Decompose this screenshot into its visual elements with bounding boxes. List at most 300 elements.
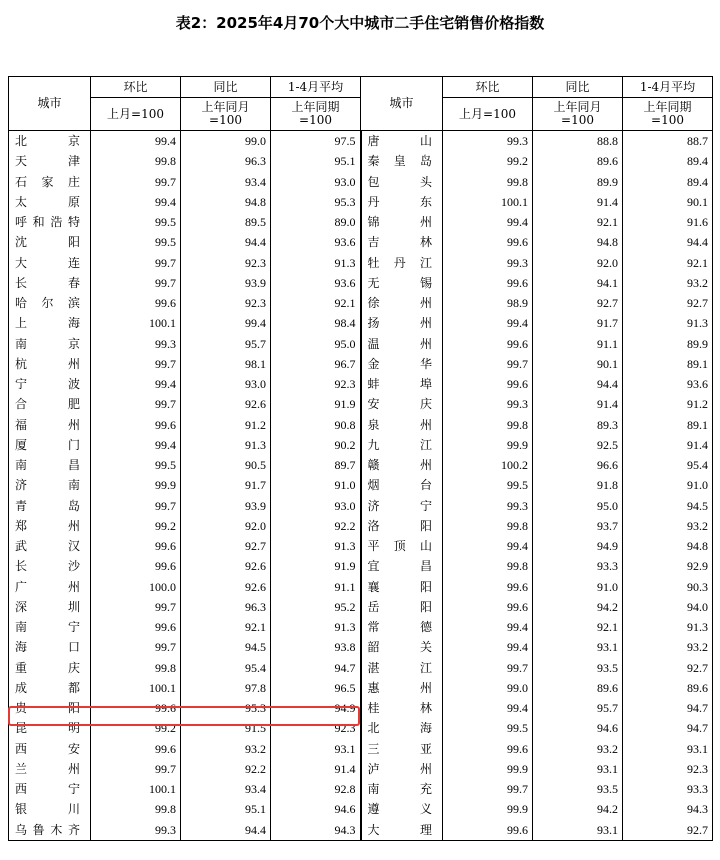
mom-value-left: 99.7 (91, 394, 181, 414)
yoy-value-right: 93.3 (533, 556, 623, 576)
header-yoy-left: 同比 (181, 77, 271, 98)
yoy-value-right: 91.8 (533, 475, 623, 495)
city-name-left: 厦门 (9, 435, 91, 455)
city-name-left: 青岛 (9, 496, 91, 516)
yoy-value-right: 92.0 (533, 253, 623, 273)
header-mom-base-left: 上月=100 (91, 98, 181, 131)
header-yoy-base-left: 上年同月=100 (181, 98, 271, 131)
yoy-value-left: 99.0 (181, 131, 271, 152)
city-name-right: 秦皇岛 (361, 151, 443, 171)
table-row (9, 151, 713, 171)
avg-value-right: 93.2 (623, 516, 713, 536)
avg-value-left: 93.0 (271, 172, 361, 192)
mom-value-left: 99.7 (91, 759, 181, 779)
avg-value-right: 94.3 (623, 799, 713, 819)
avg-value-left: 94.7 (271, 658, 361, 678)
avg-value-left: 91.0 (271, 475, 361, 495)
mom-value-left: 99.7 (91, 597, 181, 617)
yoy-value-left: 91.3 (181, 435, 271, 455)
avg-value-right: 92.3 (623, 759, 713, 779)
mom-value-right: 99.7 (443, 354, 533, 374)
avg-value-left: 93.1 (271, 739, 361, 759)
mom-value-right: 99.8 (443, 172, 533, 192)
table-row (9, 192, 713, 212)
yoy-value-right: 93.1 (533, 820, 623, 841)
city-name-right: 唐山 (361, 131, 443, 152)
city-name-left: 石家庄 (9, 172, 91, 192)
avg-value-right: 94.5 (623, 496, 713, 516)
city-name-left: 南宁 (9, 617, 91, 637)
yoy-value-left: 97.8 (181, 678, 271, 698)
avg-value-right: 91.3 (623, 313, 713, 333)
yoy-value-left: 99.4 (181, 313, 271, 333)
yoy-value-right: 92.5 (533, 435, 623, 455)
city-name-left: 杭州 (9, 354, 91, 374)
yoy-value-left: 91.7 (181, 475, 271, 495)
yoy-value-right: 89.6 (533, 678, 623, 698)
table-row (9, 516, 713, 536)
yoy-value-right: 92.1 (533, 212, 623, 232)
mom-value-left: 99.6 (91, 556, 181, 576)
yoy-value-right: 94.4 (533, 374, 623, 394)
table-row (9, 556, 713, 576)
mom-value-right: 99.6 (443, 273, 533, 293)
mom-value-right: 99.8 (443, 516, 533, 536)
avg-value-right: 89.4 (623, 151, 713, 171)
table-row (9, 759, 713, 779)
mom-value-left: 100.1 (91, 678, 181, 698)
mom-value-left: 100.0 (91, 577, 181, 597)
yoy-value-left: 98.1 (181, 354, 271, 374)
mom-value-left: 99.8 (91, 658, 181, 678)
yoy-value-left: 95.7 (181, 334, 271, 354)
avg-value-right: 94.7 (623, 698, 713, 718)
yoy-value-left: 95.4 (181, 658, 271, 678)
table-title: 表2：2025年4月70个大中城市二手住宅销售价格指数 (175, 14, 545, 32)
avg-value-left: 95.2 (271, 597, 361, 617)
yoy-value-right: 93.1 (533, 759, 623, 779)
mom-value-right: 99.4 (443, 637, 533, 657)
city-name-right: 牡丹江 (361, 253, 443, 273)
avg-value-left: 96.5 (271, 678, 361, 698)
mom-value-right: 99.7 (443, 779, 533, 799)
avg-value-right: 89.6 (623, 678, 713, 698)
yoy-value-left: 92.7 (181, 536, 271, 556)
mom-value-left: 99.7 (91, 273, 181, 293)
avg-value-left: 93.6 (271, 273, 361, 293)
city-name-left: 银川 (9, 799, 91, 819)
city-name-right: 遵义 (361, 799, 443, 819)
city-name-right: 丹东 (361, 192, 443, 212)
mom-value-left: 99.9 (91, 475, 181, 495)
city-name-left: 西宁 (9, 779, 91, 799)
city-name-left: 大连 (9, 253, 91, 273)
avg-value-right: 89.1 (623, 415, 713, 435)
avg-value-left: 97.5 (271, 131, 361, 152)
city-name-left: 南京 (9, 334, 91, 354)
yoy-value-right: 88.8 (533, 131, 623, 152)
city-name-right: 常德 (361, 617, 443, 637)
yoy-value-right: 94.6 (533, 718, 623, 738)
city-name-right: 桂林 (361, 698, 443, 718)
avg-value-right: 91.6 (623, 212, 713, 232)
table-row (9, 678, 713, 698)
mom-value-left: 99.6 (91, 415, 181, 435)
table-row (9, 637, 713, 657)
mom-value-left: 99.4 (91, 435, 181, 455)
mom-value-left: 99.4 (91, 374, 181, 394)
mom-value-right: 99.6 (443, 597, 533, 617)
mom-value-right: 99.8 (443, 556, 533, 576)
avg-value-left: 90.2 (271, 435, 361, 455)
table-row (9, 475, 713, 495)
yoy-value-right: 89.3 (533, 415, 623, 435)
yoy-value-right: 92.1 (533, 617, 623, 637)
table-row (9, 131, 713, 152)
mom-value-right: 99.6 (443, 739, 533, 759)
mom-value-right: 99.4 (443, 617, 533, 637)
table-row (9, 496, 713, 516)
city-name-left: 西安 (9, 739, 91, 759)
city-name-right: 蚌埠 (361, 374, 443, 394)
header-avg-base-right: 上年同期=100 (623, 98, 713, 131)
mom-value-right: 99.2 (443, 151, 533, 171)
avg-value-left: 94.9 (271, 698, 361, 718)
avg-value-right: 89.4 (623, 172, 713, 192)
avg-value-left: 91.9 (271, 394, 361, 414)
table-row (9, 658, 713, 678)
table-row (9, 172, 713, 192)
avg-value-right: 92.7 (623, 658, 713, 678)
avg-value-left: 91.3 (271, 253, 361, 273)
avg-value-right: 93.6 (623, 374, 713, 394)
avg-value-left: 89.0 (271, 212, 361, 232)
city-name-left: 武汉 (9, 536, 91, 556)
mom-value-right: 99.9 (443, 435, 533, 455)
yoy-value-right: 91.4 (533, 192, 623, 212)
yoy-value-right: 96.6 (533, 455, 623, 475)
yoy-value-right: 89.9 (533, 172, 623, 192)
city-name-right: 洛阳 (361, 516, 443, 536)
table-row (9, 273, 713, 293)
yoy-value-right: 93.7 (533, 516, 623, 536)
table-row (9, 435, 713, 455)
table-row (9, 779, 713, 799)
city-name-right: 温州 (361, 334, 443, 354)
city-name-left: 哈尔滨 (9, 293, 91, 313)
mom-value-left: 99.5 (91, 232, 181, 252)
mom-value-left: 99.8 (91, 151, 181, 171)
mom-value-left: 100.1 (91, 313, 181, 333)
yoy-value-right: 95.7 (533, 698, 623, 718)
yoy-value-left: 95.1 (181, 799, 271, 819)
city-name-right: 无锡 (361, 273, 443, 293)
yoy-value-left: 92.1 (181, 617, 271, 637)
mom-value-right: 99.3 (443, 394, 533, 414)
header-city-right: 城市 (361, 77, 443, 131)
yoy-value-left: 94.4 (181, 232, 271, 252)
avg-value-left: 92.3 (271, 374, 361, 394)
mom-value-left: 99.8 (91, 799, 181, 819)
yoy-value-left: 96.3 (181, 151, 271, 171)
mom-value-right: 99.6 (443, 577, 533, 597)
city-name-right: 韶关 (361, 637, 443, 657)
yoy-value-right: 91.0 (533, 577, 623, 597)
table-row (9, 799, 713, 819)
city-name-left: 兰州 (9, 759, 91, 779)
avg-value-right: 91.0 (623, 475, 713, 495)
mom-value-right: 99.5 (443, 718, 533, 738)
yoy-value-left: 93.4 (181, 172, 271, 192)
mom-value-right: 99.9 (443, 799, 533, 819)
yoy-value-left: 92.3 (181, 253, 271, 273)
yoy-value-right: 94.9 (533, 536, 623, 556)
yoy-value-right: 93.2 (533, 739, 623, 759)
mom-value-left: 99.6 (91, 698, 181, 718)
city-name-right: 宜昌 (361, 556, 443, 576)
yoy-value-left: 90.5 (181, 455, 271, 475)
city-name-left: 贵阳 (9, 698, 91, 718)
mom-value-right: 99.4 (443, 536, 533, 556)
yoy-value-right: 92.7 (533, 293, 623, 313)
table-row (9, 212, 713, 232)
avg-value-left: 90.8 (271, 415, 361, 435)
yoy-value-left: 89.5 (181, 212, 271, 232)
avg-value-left: 91.3 (271, 536, 361, 556)
avg-value-left: 95.0 (271, 334, 361, 354)
city-name-right: 锦州 (361, 212, 443, 232)
yoy-value-left: 94.5 (181, 637, 271, 657)
avg-value-right: 95.4 (623, 455, 713, 475)
city-name-left: 上海 (9, 313, 91, 333)
mom-value-left: 99.7 (91, 496, 181, 516)
city-name-right: 九江 (361, 435, 443, 455)
yoy-value-left: 92.2 (181, 759, 271, 779)
avg-value-left: 91.3 (271, 617, 361, 637)
header-mom-base-right: 上月=100 (443, 98, 533, 131)
mom-value-right: 100.2 (443, 455, 533, 475)
avg-value-right: 94.8 (623, 536, 713, 556)
avg-value-right: 93.1 (623, 739, 713, 759)
table-row (9, 232, 713, 252)
city-name-right: 南充 (361, 779, 443, 799)
avg-value-right: 89.9 (623, 334, 713, 354)
yoy-value-left: 91.5 (181, 718, 271, 738)
table-row (9, 698, 713, 718)
yoy-value-left: 92.0 (181, 516, 271, 536)
avg-value-left: 91.9 (271, 556, 361, 576)
mom-value-left: 99.7 (91, 354, 181, 374)
city-name-left: 海口 (9, 637, 91, 657)
city-name-left: 太原 (9, 192, 91, 212)
avg-value-left: 91.1 (271, 577, 361, 597)
yoy-value-right: 91.1 (533, 334, 623, 354)
city-name-left: 宁波 (9, 374, 91, 394)
avg-value-left: 93.6 (271, 232, 361, 252)
yoy-value-right: 94.8 (533, 232, 623, 252)
mom-value-right: 99.3 (443, 131, 533, 152)
table-row (9, 617, 713, 637)
mom-value-right: 99.6 (443, 820, 533, 841)
yoy-value-right: 93.1 (533, 637, 623, 657)
yoy-value-left: 96.3 (181, 597, 271, 617)
mom-value-right: 99.7 (443, 658, 533, 678)
yoy-value-left: 93.9 (181, 273, 271, 293)
table-row (9, 739, 713, 759)
mom-value-left: 99.2 (91, 718, 181, 738)
yoy-value-left: 93.0 (181, 374, 271, 394)
header-mom-right: 环比 (443, 77, 533, 98)
avg-value-right: 94.0 (623, 597, 713, 617)
mom-value-left: 99.3 (91, 334, 181, 354)
table-row (9, 597, 713, 617)
mom-value-left: 99.4 (91, 131, 181, 152)
avg-value-left: 95.3 (271, 192, 361, 212)
mom-value-left: 99.7 (91, 253, 181, 273)
avg-value-right: 92.7 (623, 293, 713, 313)
table-row (9, 577, 713, 597)
avg-value-right: 89.1 (623, 354, 713, 374)
city-name-right: 三亚 (361, 739, 443, 759)
mom-value-right: 99.6 (443, 334, 533, 354)
mom-value-left: 99.3 (91, 820, 181, 841)
table-row (9, 820, 713, 841)
yoy-value-right: 95.0 (533, 496, 623, 516)
mom-value-right: 99.9 (443, 759, 533, 779)
city-name-left: 济南 (9, 475, 91, 495)
table-row (9, 718, 713, 738)
mom-value-left: 99.7 (91, 172, 181, 192)
avg-value-right: 94.7 (623, 718, 713, 738)
yoy-value-left: 93.4 (181, 779, 271, 799)
city-name-right: 安庆 (361, 394, 443, 414)
mom-value-right: 99.6 (443, 232, 533, 252)
header-avg-left: 1-4月平均 (271, 77, 361, 98)
avg-value-left: 94.6 (271, 799, 361, 819)
avg-value-left: 92.8 (271, 779, 361, 799)
mom-value-left: 99.6 (91, 293, 181, 313)
city-name-right: 平顶山 (361, 536, 443, 556)
city-name-right: 吉林 (361, 232, 443, 252)
yoy-value-right: 93.5 (533, 658, 623, 678)
header-yoy-right: 同比 (533, 77, 623, 98)
table-row (9, 536, 713, 556)
city-name-left: 北京 (9, 131, 91, 152)
mom-value-left: 100.1 (91, 779, 181, 799)
city-name-left: 沈阳 (9, 232, 91, 252)
avg-value-right: 91.2 (623, 394, 713, 414)
mom-value-right: 100.1 (443, 192, 533, 212)
city-name-right: 岳阳 (361, 597, 443, 617)
header-yoy-base-right: 上年同月=100 (533, 98, 623, 131)
yoy-value-left: 94.4 (181, 820, 271, 841)
city-name-left: 长沙 (9, 556, 91, 576)
city-name-right: 扬州 (361, 313, 443, 333)
yoy-value-right: 94.2 (533, 799, 623, 819)
table-row (9, 415, 713, 435)
header-avg-base-left: 上年同期=100 (271, 98, 361, 131)
mom-value-left: 99.6 (91, 536, 181, 556)
avg-value-right: 90.1 (623, 192, 713, 212)
mom-value-right: 99.4 (443, 313, 533, 333)
yoy-value-left: 92.3 (181, 293, 271, 313)
avg-value-left: 93.8 (271, 637, 361, 657)
avg-value-left: 89.7 (271, 455, 361, 475)
table-row (9, 455, 713, 475)
city-name-left: 成都 (9, 678, 91, 698)
yoy-value-right: 91.7 (533, 313, 623, 333)
city-name-left: 乌鲁木齐 (9, 820, 91, 841)
yoy-value-left: 92.6 (181, 394, 271, 414)
city-name-right: 烟台 (361, 475, 443, 495)
mom-value-right: 99.3 (443, 496, 533, 516)
yoy-value-right: 91.4 (533, 394, 623, 414)
avg-value-left: 96.7 (271, 354, 361, 374)
yoy-value-left: 92.6 (181, 577, 271, 597)
avg-value-right: 92.7 (623, 820, 713, 841)
mom-value-right: 99.0 (443, 678, 533, 698)
mom-value-right: 99.4 (443, 212, 533, 232)
city-name-right: 惠州 (361, 678, 443, 698)
avg-value-left: 94.3 (271, 820, 361, 841)
avg-value-left: 93.0 (271, 496, 361, 516)
avg-value-right: 88.7 (623, 131, 713, 152)
yoy-value-left: 93.9 (181, 496, 271, 516)
avg-value-right: 93.2 (623, 273, 713, 293)
mom-value-right: 99.4 (443, 698, 533, 718)
city-name-left: 南昌 (9, 455, 91, 475)
yoy-value-left: 92.6 (181, 556, 271, 576)
city-name-right: 赣州 (361, 455, 443, 475)
mom-value-right: 98.9 (443, 293, 533, 313)
mom-value-left: 99.7 (91, 637, 181, 657)
yoy-value-right: 89.6 (533, 151, 623, 171)
city-name-right: 大理 (361, 820, 443, 841)
yoy-value-left: 91.2 (181, 415, 271, 435)
city-name-right: 北海 (361, 718, 443, 738)
yoy-value-left: 94.8 (181, 192, 271, 212)
city-name-left: 深圳 (9, 597, 91, 617)
yoy-value-right: 90.1 (533, 354, 623, 374)
city-name-left: 合肥 (9, 394, 91, 414)
avg-value-left: 98.4 (271, 313, 361, 333)
mom-value-left: 99.4 (91, 192, 181, 212)
mom-value-right: 99.8 (443, 415, 533, 435)
avg-value-left: 92.1 (271, 293, 361, 313)
header-avg-right: 1-4月平均 (623, 77, 713, 98)
table-row (9, 293, 713, 313)
mom-value-left: 99.6 (91, 617, 181, 637)
mom-value-right: 99.3 (443, 253, 533, 273)
city-name-left: 长春 (9, 273, 91, 293)
city-name-left: 天津 (9, 151, 91, 171)
yoy-value-right: 94.1 (533, 273, 623, 293)
avg-value-left: 95.1 (271, 151, 361, 171)
city-name-right: 济宁 (361, 496, 443, 516)
city-name-left: 福州 (9, 415, 91, 435)
city-name-right: 泉州 (361, 415, 443, 435)
city-name-left: 广州 (9, 577, 91, 597)
avg-value-left: 92.3 (271, 718, 361, 738)
avg-value-left: 91.4 (271, 759, 361, 779)
city-name-left: 重庆 (9, 658, 91, 678)
yoy-value-right: 94.2 (533, 597, 623, 617)
mom-value-left: 99.5 (91, 212, 181, 232)
city-name-right: 金华 (361, 354, 443, 374)
table-row (9, 313, 713, 333)
avg-value-right: 93.2 (623, 637, 713, 657)
yoy-value-right: 93.5 (533, 779, 623, 799)
